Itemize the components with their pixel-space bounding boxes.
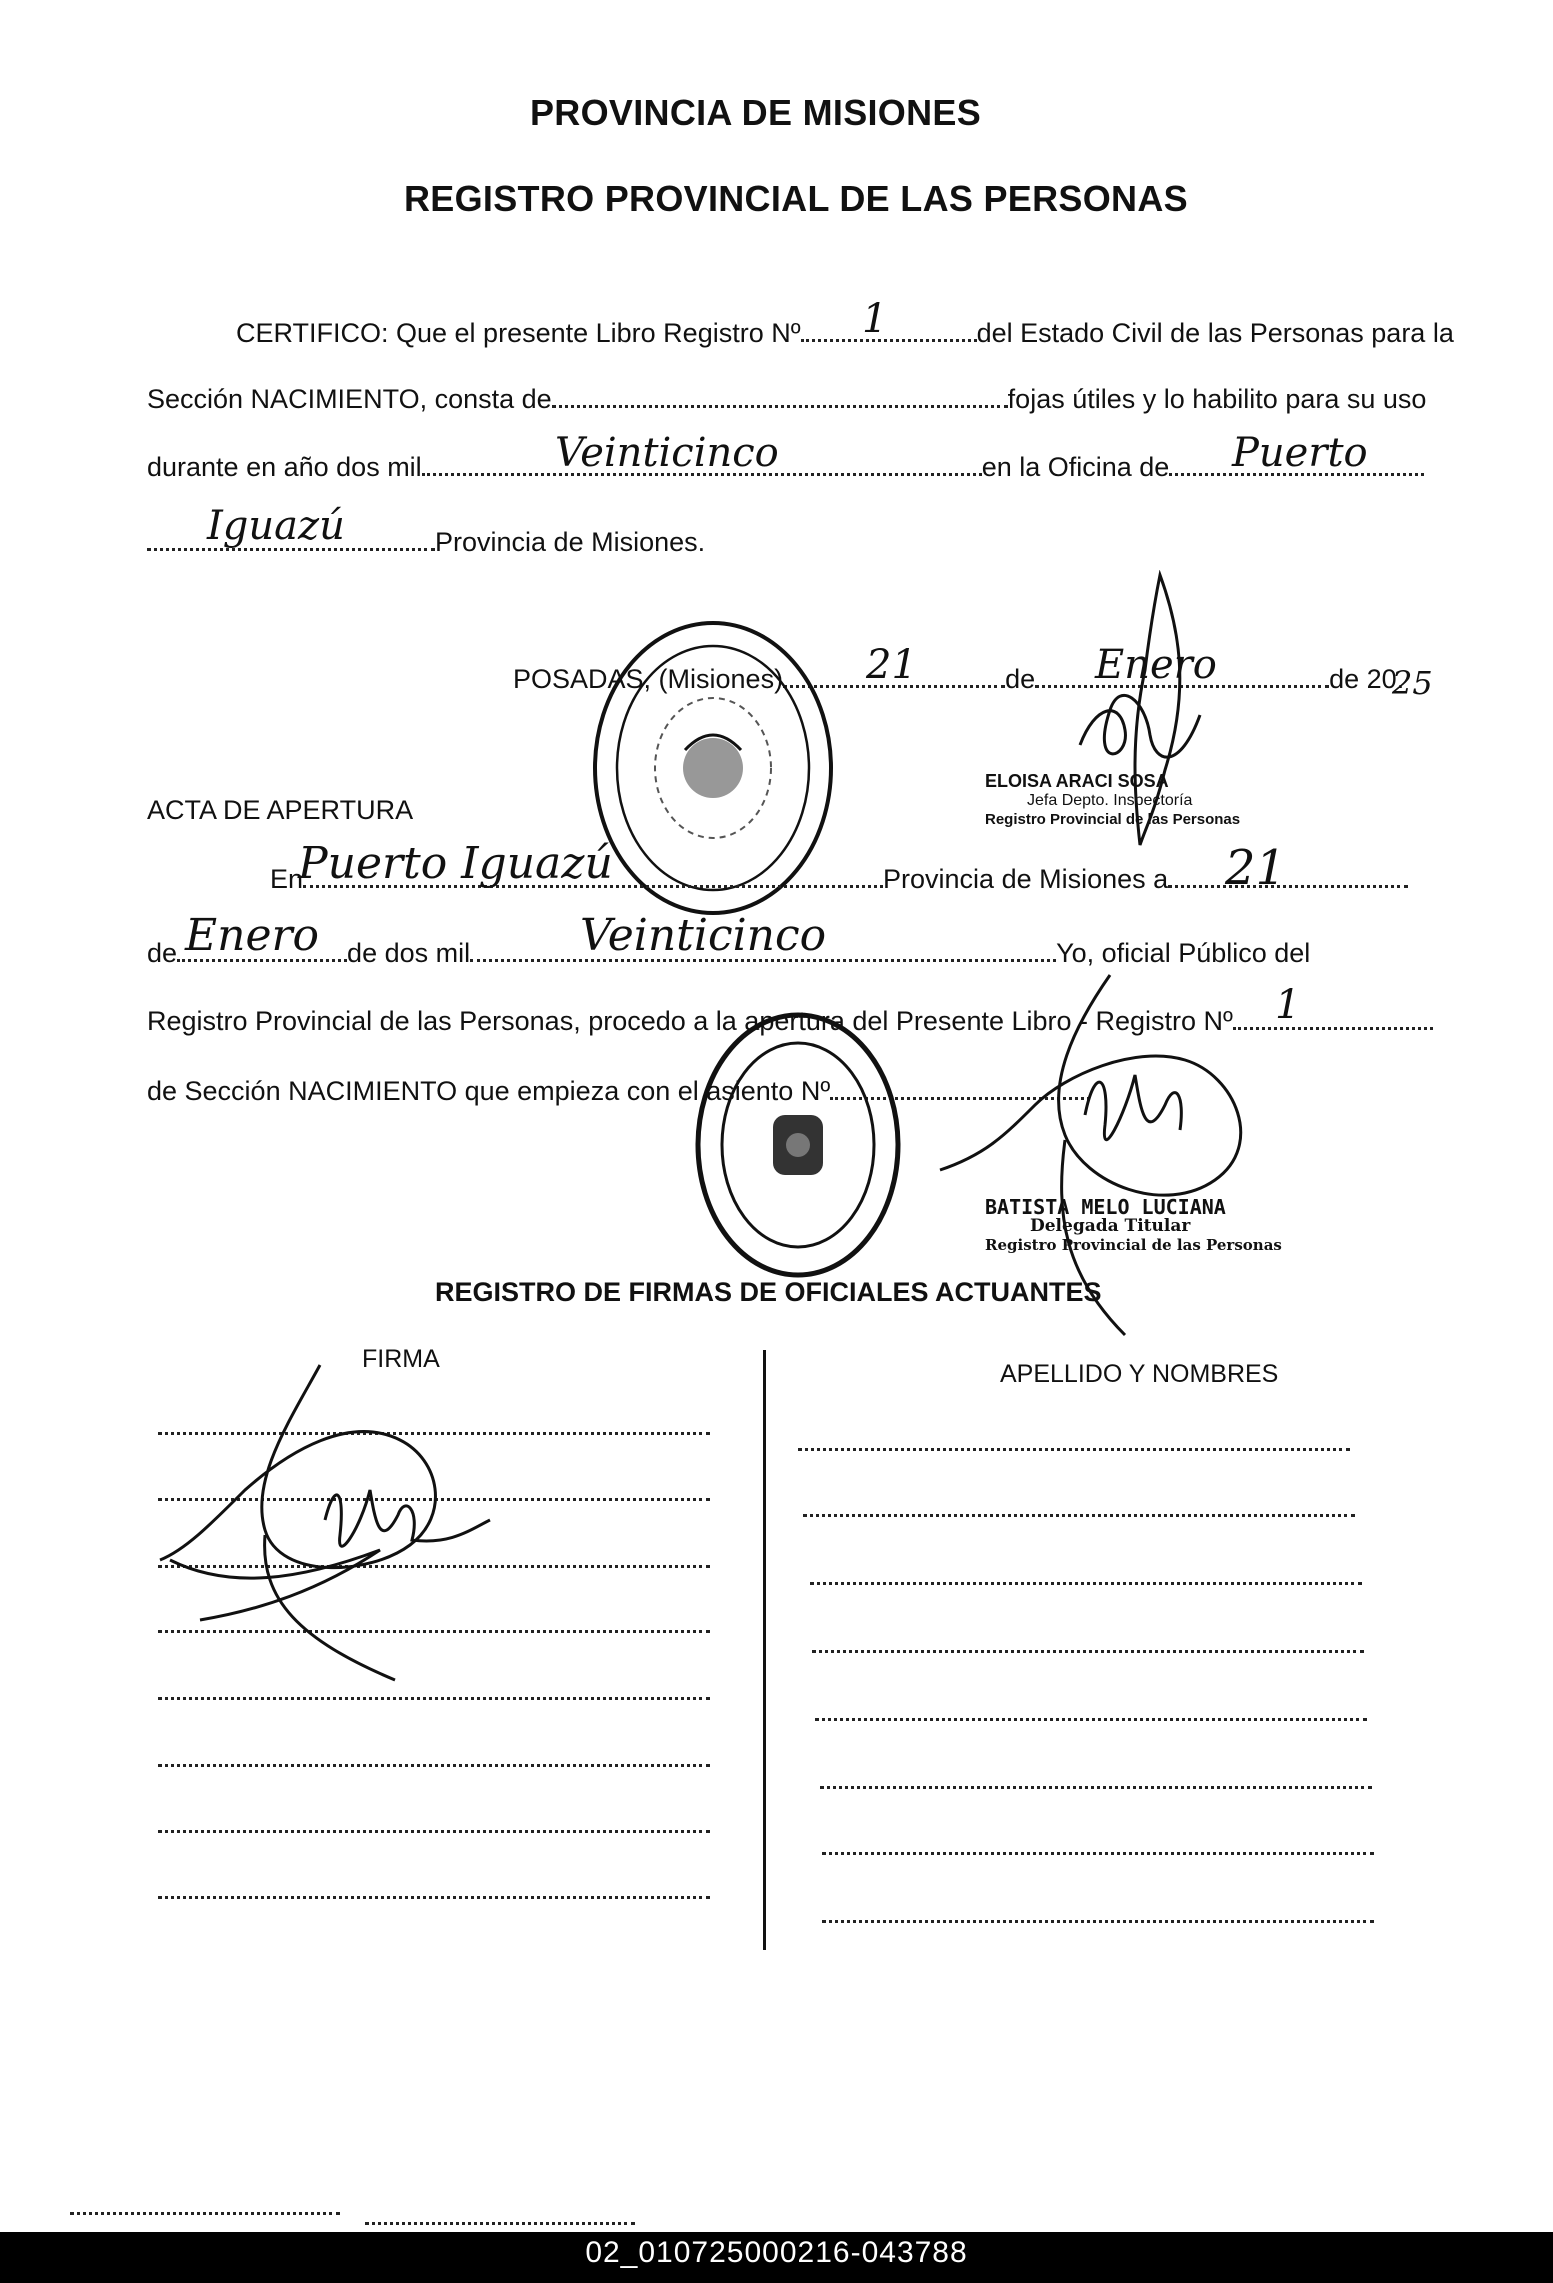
cert-line3-prefix: durante en año dos mil [147,452,422,482]
dotted-field [801,339,977,342]
signer1-name: ELOISA ARACI SOSA [985,771,1169,791]
handwritten-acta-month: Enero [185,910,320,961]
signer2-stamp [985,1195,1282,1255]
dotted-field [1168,885,1408,888]
signer2-org: Registro Provincial de las Personas [985,1236,1282,1254]
cert-line2-suffix: fojas útiles y lo habilito para su uso [1007,384,1427,414]
cert-line-2 [147,384,1426,415]
column-separator [763,1350,766,1950]
firma-line [158,1697,710,1700]
handwritten-year-words: Veinticinco [555,430,779,476]
handwritten-office-city-2: Iguazú [207,503,345,549]
firma-line [158,1896,710,1899]
acta-yo-oficial: Yo, oficial Público del [1056,938,1311,968]
firma-line [158,1764,710,1767]
signature-1 [1050,570,1230,850]
handwritten-acta-year: Veinticinco [580,910,827,961]
cert-line-1 [236,318,1454,349]
signer2-role: Delegada Titular [1030,1216,1191,1236]
handwritten-year: 25 [1392,664,1433,702]
nombre-line [815,1718,1367,1721]
posadas-year-prefix: de 20. [1329,664,1405,694]
signature-3 [150,1360,550,1690]
firmas-col-right: APELLIDO Y NOMBRES [1000,1360,1279,1388]
page-title: PROVINCIA DE MISIONES [530,92,982,133]
cert-line4-suffix: Provincia de Misiones. [435,527,706,557]
bottom-dotted-line [70,2212,340,2215]
firmas-heading: REGISTRO DE FIRMAS DE OFICIALES ACTUANTES [435,1277,1102,1307]
posadas-de: de [1005,664,1036,694]
nombre-line [812,1650,1364,1653]
cert-line2-prefix: Sección NACIMIENTO, consta de [147,384,552,414]
handwritten-acta-libro: 1 [1275,982,1301,1028]
firmas-col-left: FIRMA [362,1345,440,1373]
nombre-line [822,1920,1374,1923]
cert-line1-suffix: del Estado Civil de las Personas para la [976,318,1454,348]
posadas-prefix: POSADAS, (Misiones) [513,664,784,694]
cert-line1-prefix: CERTIFICO: Que el presente Libro Registro Nº [236,318,801,348]
nombre-line [803,1514,1355,1517]
page-subtitle: REGISTRO PROVINCIAL DE LAS PERSONAS [404,178,1188,219]
handwritten-acta-day: 21 [1225,840,1287,896]
handwritten-libro-number: 1 [862,296,888,342]
footer-document-code: 02_010725000216-043788 [585,2236,968,2269]
handwritten-day: 21 [866,642,917,688]
acta-de-label: de [147,938,178,968]
acta-heading: ACTA DE APERTURA [147,795,414,825]
official-stamp-oval-2 [688,1005,908,1285]
cert-line3-mid: en la Oficina de [981,452,1170,482]
acta-en-label: En [270,864,304,894]
acta-line3-text: Registro Provincial de las Personas, procedo a la apertura del Presente Libro - Registro Nº [147,1006,1233,1036]
nombre-line [798,1448,1350,1451]
signer1-org: Registro Provincial de las Personas [985,811,1241,828]
signer1-role: Jefa Depto. Inspectoría [1027,792,1193,809]
handwritten-acta-place: Puerto Iguazú [298,838,613,889]
nombre-line [810,1582,1362,1585]
signer2-name: BATISTA MELO LUCIANA [985,1195,1226,1219]
acta-de-dos-mil: de dos mil [347,938,471,968]
acta-line4-text: de Sección NACIMIENTO que empieza con el asiento Nº [147,1076,831,1106]
firma-line [158,1830,710,1833]
acta-province: Provincia de Misiones a [883,864,1169,894]
handwritten-month: Enero [1095,642,1217,688]
nombre-line [822,1852,1374,1855]
bottom-dotted-line [365,2222,635,2225]
handwritten-office-city: Puerto [1232,430,1368,476]
dotted-field [552,405,1008,408]
nombre-line [820,1786,1372,1789]
